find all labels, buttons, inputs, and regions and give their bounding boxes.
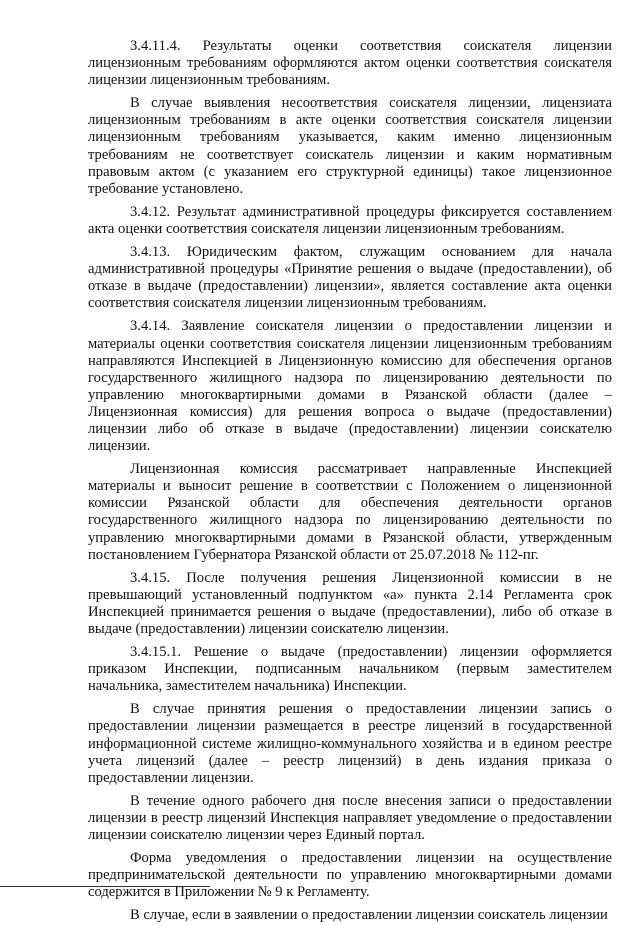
- paragraph-3-4-15: 3.4.15. После получения решения Лицензионной комиссии в не превышающий установленный подпунктом «а» пункта 2.14 Регламента срок Инспекцией принимается решения о выдаче (предоставлении), либо об отказе в выдаче (предоставлении) лицензии соискателю лицензии.: [88, 569, 612, 637]
- paragraph-3-4-13: 3.4.13. Юридическим фактом, служащим основанием для начала административной процедуры «Принятие решения о выдаче (предоставлении), об отказе в выдаче (предоставлении) лицензии», является составление акта оценки соответствия соискателя лицензии лицензионным требованиям.: [88, 244, 612, 312]
- footnote-divider: [0, 886, 210, 887]
- paragraph-continuation: В случае, если в заявлении о предоставлении лицензии соискатель лицензии: [130, 907, 608, 924]
- paragraph-registry-entry: В случае принятия решения о предоставлении лицензии запись о предоставлении лицензии размещается в реестре лицензий в государственной информационной системе жилищно-коммунального хозяйства и в едином реестре учета лицензий (далее – реестр лицензий) в день издания приказа о предоставлении лицензии.: [88, 701, 612, 786]
- paragraph-commission: Лицензионная комиссия рассматривает направленные Инспекцией материалы и выносит решение в соответствии с Положением о лицензионной комиссии Рязанской области для обеспечения деятельности органов государственного жилищного надзора по лицензированию деятельности по управлению многоквартирными домами в Рязанской области, утвержденным постановлением Губернатора Рязанской области от 25.07.2018 № 112-пг.: [88, 461, 612, 563]
- paragraph-3-4-12: 3.4.12. Результат административной процедуры фиксируется составлением акта оценки соответствия соискателя лицензии лицензионным требованиям.: [88, 203, 612, 237]
- paragraph-notification: В течение одного рабочего дня после внесения записи о предоставлении лицензии в реестр лицензий Инспекция направляет уведомление о предоставлении лицензии соискателю лицензии через Единый портал.: [88, 792, 612, 844]
- paragraph-3-4-15-1: 3.4.15.1. Решение о выдаче (предоставлении) лицензии оформляется приказом Инспекции, подписанным начальником (первым заместителем начальника, заместителем начальника) Инспекции.: [88, 644, 612, 695]
- paragraph-3-4-14: 3.4.14. Заявление соискателя лицензии о предоставлении лицензии и материалы оценки соответствия соискателя лицензии лицензионным требованиям направляются Инспекцией в Лицензионную комиссию для обеспечения органов государственного жилищного надзора по лицензированию деятельности по управлению многоквартирными домами в Рязанской области (далее – Лицензионная комиссия) для решения вопроса о выдаче (предоставлении) лицензии либо об отказе в выдаче (предоставлении) лицензии соискателю лицензии.: [88, 318, 612, 455]
- paragraph-3-4-11-4: 3.4.11.4. Результаты оценки соответствия соискателя лицензии лицензионным требованиям оформляются актом оценки соответствия соискателя лицензии лицензионным требованиям.: [88, 38, 612, 89]
- paragraph-nonconformity: В случае выявления несоответствия соискателя лицензии, лицензиата лицензионным требованиям в акте оценки соответствия соискателя лицензии лицензионным требованиям указывается, каким именно лицензионным требованиям не соответствует соискатель лицензии и каким нормативным правовым актом (с указанием его структурной единицы) такое лицензионное требование установлено.: [88, 95, 612, 197]
- paragraph-notification-form: Форма уведомления о предоставлении лицензии на осуществление предпринимательской деятельности по управлению многоквартирными домами содержится в Приложении № 9 к Регламенту.: [88, 850, 612, 901]
- document-page: [88, 38, 612, 925]
